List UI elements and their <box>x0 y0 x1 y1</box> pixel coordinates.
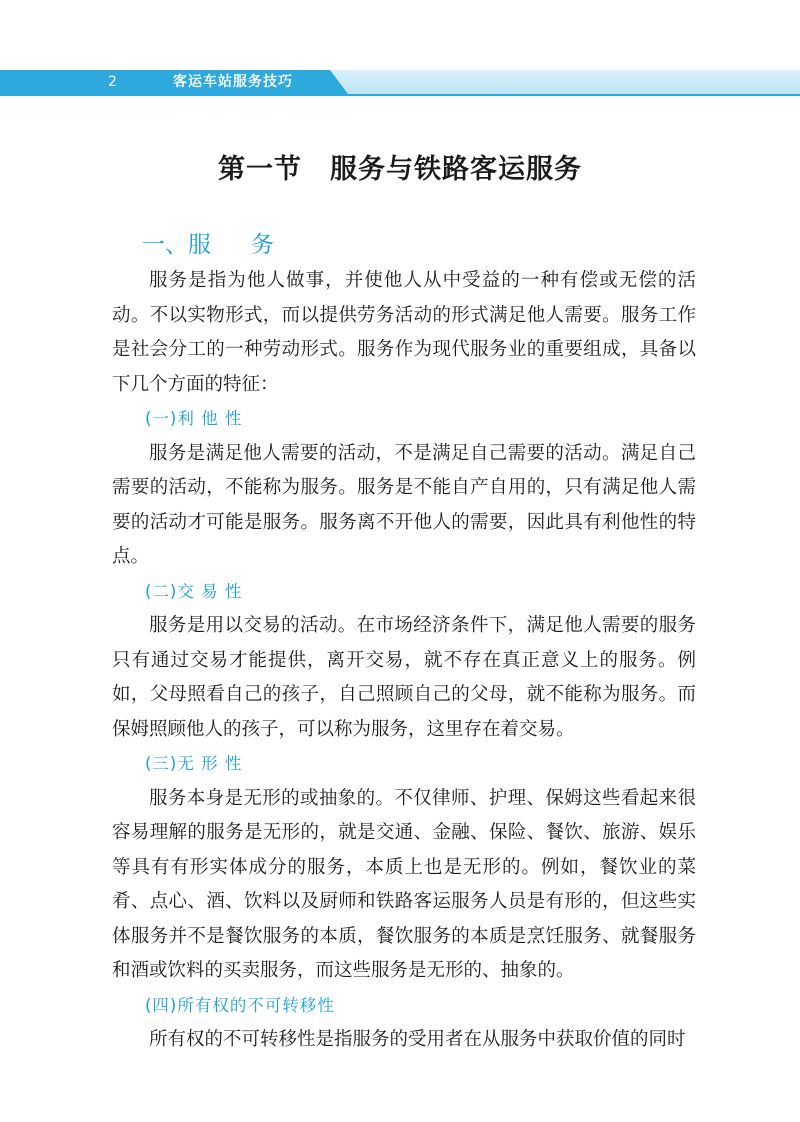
feature-text-intangibility: 服务本身是无形的或抽象的。不仅律师、护理、保姆这些看起来很容易理解的服务是无形的，就是交通、金融、保险、餐饮、旅游、娱乐等具有有形实体成分的服务，本质上也是无形的。例如，餐饮业的菜肴、点心、酒、饮料以及厨师和铁路客运服务人员是有形的，但这些实体服务并不是餐饮服务的本质，餐饮服务的本质是烹饪服务、就餐服务和酒或饮料的买卖服务，而这些服务是无形的、抽象的。 <box>112 787 696 981</box>
running-header <box>0 70 800 94</box>
feature-text-ownership: 所有权的不可转移性是指服务的受用者在从服务中获取价值的同时 <box>149 1029 686 1050</box>
running-title: 客运车站服务技巧 <box>173 74 293 90</box>
heading-prefix: 一、服 <box>142 232 211 258</box>
header-rule <box>0 94 800 96</box>
feature-label-ownership: (四)所有权的不可转移性 <box>145 995 335 1015</box>
section-title: 第一节 服务与铁路客运服务 <box>218 154 582 185</box>
feature-label-transaction: (二)交 易 性 <box>145 581 243 601</box>
intro-paragraph: 服务是指为他人做事，并使他人从中受益的一种有偿或无偿的活动。不以实物形式，而以提供劳务活动的形式满足他人需要。服务工作是社会分工的一种劳动形式。服务作为现代服务业的重要组成，具备以下几个方面的特征： <box>112 270 696 395</box>
page-number: 2 <box>108 74 117 90</box>
feature-label-altruism: (一)利 他 性 <box>145 409 243 428</box>
heading-suffix: 务 <box>251 232 274 258</box>
feature-text-transaction: 服务是用以交易的活动。在市场经济条件下，满足他人需要的服务只有通过交易才能提供，离开交易，就不存在真正意义上的服务。例如，父母照看自己的孩子，自己照顾自己的父母，就不能称为服务。而保姆照顾他人的孩子，可以称为服务，这里存在着交易。 <box>112 615 696 740</box>
body-text <box>112 264 696 1058</box>
heading-services <box>142 227 274 263</box>
feature-text-altruism: 服务是满足他人需要的活动，不是满足自己需要的活动。满足自己需要的活动，不能称为服务。服务是不能自产自用的，只有满足他人需要的活动才可能是服务。服务离不开他人的需要，因此具有利他性的特点。 <box>112 442 696 567</box>
feature-label-intangibility: (三)无 形 性 <box>145 754 243 773</box>
